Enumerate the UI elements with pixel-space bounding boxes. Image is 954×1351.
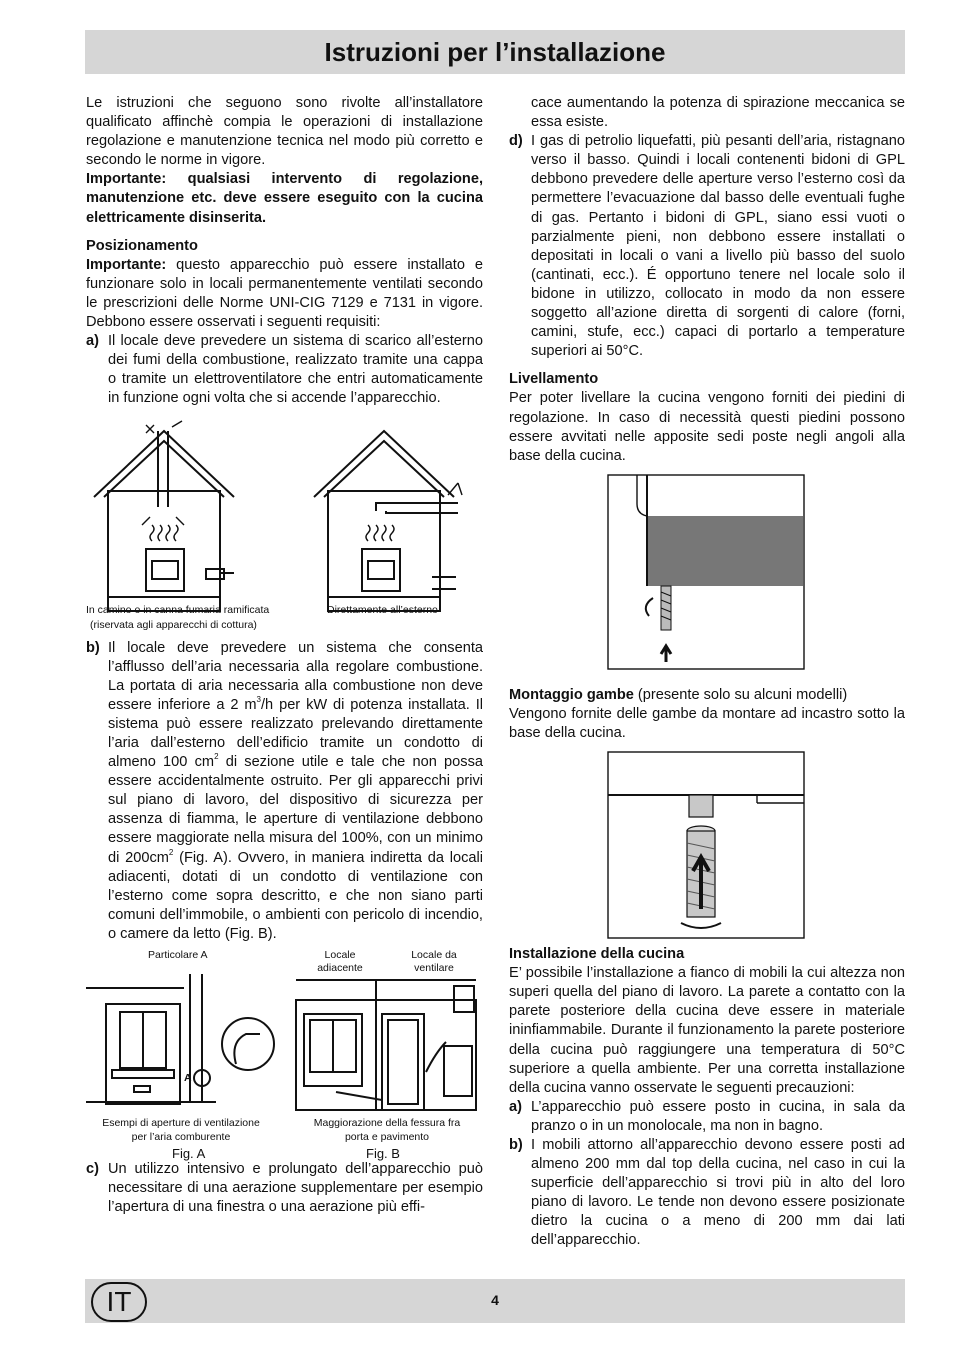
title-bar <box>85 30 905 74</box>
list-item-c <box>86 1160 483 1217</box>
label-particolare-a: Particolare A <box>148 949 208 961</box>
section-heading-livellamento: Livellamento <box>509 371 599 388</box>
posizionamento-paragraph <box>86 256 483 332</box>
page-title: Istruzioni per l’installazione <box>324 36 666 67</box>
figure-caption: Esempi di aperture di ventilazione <box>102 1117 260 1129</box>
superscript: 2 <box>214 752 219 762</box>
livellamento-paragraph: Per poter livellare la cucina vengono forniti dei piedini di regolazione. In caso di necessità questi piedini possono essere avvitati nelle apposite sedi poste negli angoli alla base della cucina. <box>509 390 905 464</box>
list-label: b) <box>86 639 100 656</box>
section-heading-installazione: Installazione della cucina <box>509 946 685 963</box>
list-label: a) <box>509 1098 522 1115</box>
house-illustration <box>86 417 483 631</box>
list-item-install-b <box>509 1136 905 1251</box>
list-label: a) <box>86 333 99 350</box>
list-text: I mobili attorno all’apparecchio devono essere posti ad almeno 200 mm dal top della cucina, nel caso in cui la superficie dell’apparecchio si trovi più in alto del loro piano di lavoro. Le tende non devono essere posizionate dietro la cucina o a meno di 200 mm dai lati dell’apparecchio. <box>531 1137 905 1249</box>
ventilation-illustration <box>86 974 483 1124</box>
figure-leveling-feet <box>509 474 905 670</box>
fig-b-label: Fig. B <box>366 1146 400 1161</box>
right-column <box>509 94 905 1251</box>
list-text: L’apparecchio può essere posto in cucina, in sala da pranzo o in un monolocale, ma non in bagno. <box>531 1098 905 1134</box>
figure-caption: porta e pavimento <box>344 1131 430 1143</box>
footer-bar <box>85 1279 905 1323</box>
page-number: 4 <box>491 1292 499 1308</box>
leveling-foot-illustration <box>509 474 905 670</box>
list-item-b <box>86 639 483 945</box>
list-item-d <box>509 132 905 361</box>
montaggio-heading-line <box>509 686 905 705</box>
list-label: b) <box>509 1137 523 1153</box>
montaggio-paragraph: Vengono fornite delle gambe da montare ad incastro sotto la base della cucina. <box>509 705 905 741</box>
text-run: (Fig. A). Ovvero, in maniera indiretta da locali adiacenti, dotati di un condotto di ventilazione con l’esterno come sopra descritto, e che non siano parti comuni dell’immobile, o ambienti con pericolo di incendio, o camere da letto (Fig. B). <box>108 849 483 942</box>
installazione-paragraph: E’ possibile l’installazione a fianco di mobili la cui altezza non superi quella del piano di lavoro. La parete a contatto con la parete posteriore della cucina deve essere in materiale ininfiammabile. Durante il funzionamento la parete posteriore della cucina può raggiungere una temperatura di 50°C superiore a quella ambiente. Per una corretta installazione della cucina vanno osservate le seguenti precauzioni: <box>509 965 905 1096</box>
left-column <box>86 94 483 1217</box>
list-text: Un utilizzo intensivo e prolungato dell’apparecchio può necessitare di una aerazione supplementare per esempio l’apertura di una finestra o una aerazione più effi- <box>108 1161 483 1216</box>
list-item-a <box>86 332 483 408</box>
text-run: di sezione utile e tale che non possa essere accidentalmente ostruito. Per gli apparecchi privi sul piano di lavoro, del dispositivo di sicurezza per assenza di fiamma, le aperture di ventilazione debbono essere maggiorate nella misura del 100%, con un minimo di 200cm <box>108 754 483 866</box>
language-badge: IT <box>91 1282 147 1322</box>
superscript: 2 <box>168 847 174 857</box>
label-locale-adiacente-1: Locale <box>324 949 356 961</box>
label-locale-ventilare-2: ventilare <box>414 962 454 974</box>
important-note: Importante: qualsiasi intervento di regolazione, manutenzione etc. deve essere eseguito con la cucina elettricamente disinserita. <box>86 171 483 226</box>
figure-leg-mounting <box>509 751 905 939</box>
montaggio-note: (presente solo su alcuni modelli) <box>633 686 848 703</box>
figure-caption: Maggiorazione della fessura fra <box>313 1117 461 1129</box>
list-item-install-a <box>509 1098 905 1136</box>
list-label: c) <box>86 1161 99 1177</box>
figure-caption: Direttamente all’esterno <box>327 603 438 616</box>
leg-mounting-illustration <box>509 751 905 939</box>
label-locale-adiacente-2: adiacente <box>317 962 363 974</box>
important-label: Importante: <box>86 256 167 273</box>
label-locale-ventilare-1: Locale da <box>411 949 457 961</box>
intro-paragraph: Le istruzioni che seguono sono rivolte all’installatore qualificato affinchè compia le operazioni di installazione regolazione e manutenzione tecnica nel modo più corretto e secondo le norme in vigore. <box>86 95 483 169</box>
list-text: I gas di petrolio liquefatti, più pesanti dell’aria, ristagnano verso il basso. Quindi i locali contenenti bidoni di GPL debbono prevedere delle aperture verso l’esterno così da permettere l’evacuazione dal basso delle eventuali fughe di gas. Pertanto i bidoni di GPL, siano essi vuoti o parzialmente pieni, non debbono essere installati o depositati in locali o vani a livello più basso del suolo (cantinati, ecc.). É opportuno tenere nel locale solo il bidone in utilizzo, collocato in modo da non essere soggetto all’azione diretta di sorgenti di calore (forni, camini, stufe, ecc.) capaci di portarlo a temperature superiori ai 50°C. <box>531 133 905 360</box>
figure-caption: In camino o in canna fumaria ramificata <box>86 603 270 616</box>
figure-ventilation-openings <box>86 948 483 1161</box>
list-text <box>108 639 483 945</box>
section-heading-posizionamento: Posizionamento <box>86 237 198 254</box>
list-item-c-continued: cace aumentando la potenza di spirazione meccanica se essa esiste. <box>531 95 905 131</box>
figure-exhaust-systems <box>86 417 483 631</box>
section-heading-montaggio: Montaggio gambe <box>509 686 634 703</box>
fig-a-label: Fig. A <box>172 1146 206 1161</box>
list-label: d) <box>509 133 523 150</box>
label-a: A <box>184 1072 192 1084</box>
posizionamento-text: questo apparecchio può essere installato e funzionare solo in locali permanentemente ventilati secondo le prescrizioni delle Norme UNI-CIG 7129 e 7131 in vigore. Debbono essere osservati i seguenti requisiti: <box>86 256 483 331</box>
text-run: /h per kW di potenza installata. Il sistema può essere realizzato prelevando direttamente l’aria dall’esterno dell’edificio tramite un condotto di almeno 100 cm <box>108 696 484 771</box>
figure-caption: per l’aria comburente <box>131 1131 231 1143</box>
figure-caption: (riservata agli apparecchi di cottura) <box>90 618 257 631</box>
text-run: Il locale deve prevedere un sistema che consenta l’afflusso dell’aria necessaria alla regolare combustione. La portata di aria necessaria alla combustione non deve essere inferiore a 2 m <box>108 639 483 713</box>
list-text: Il locale deve prevedere un sistema di scarico all’esterno dei fumi della combustione, realizzato tramite una cappa o tramite un elettroventilatore che entri automaticamente in funzione ogni volta che si accende l’apparecchio. <box>108 333 483 407</box>
superscript: 3 <box>256 694 261 704</box>
